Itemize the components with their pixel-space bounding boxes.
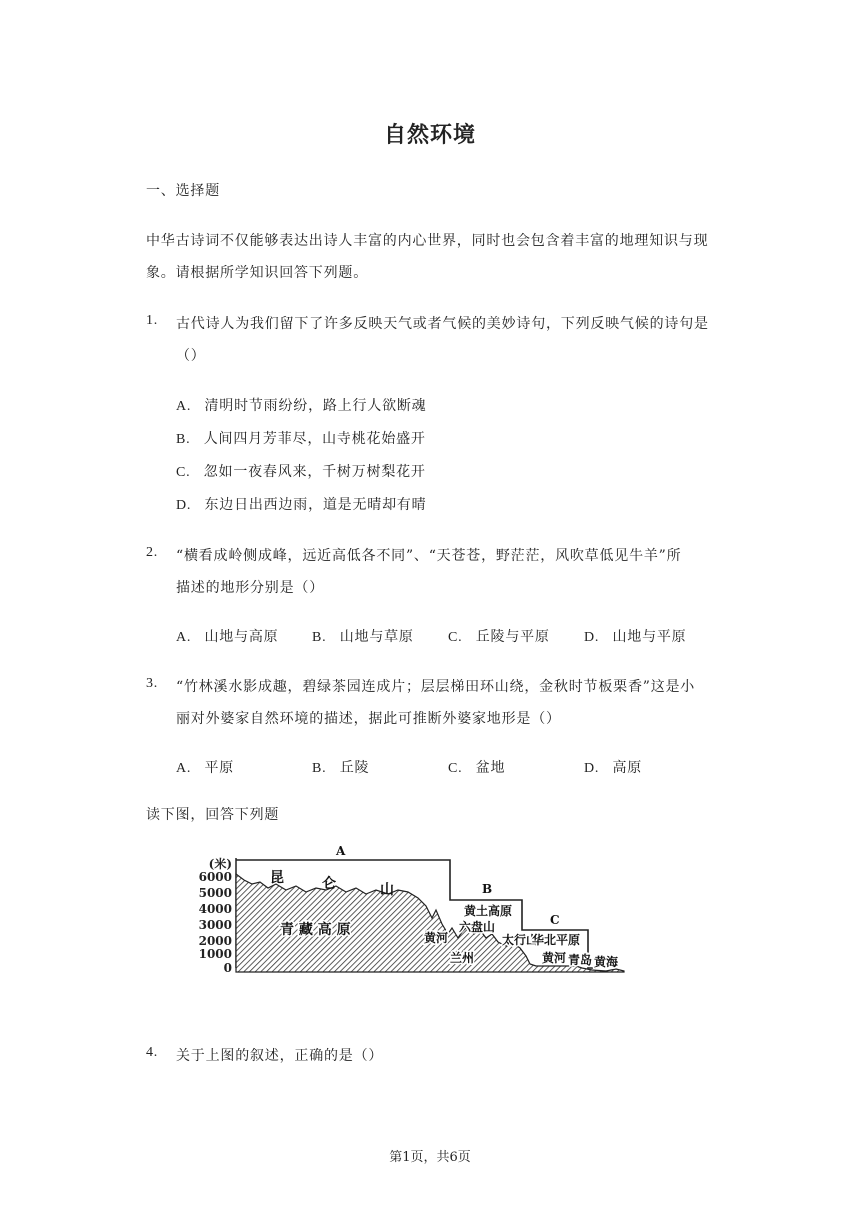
q1-option-c[interactable]	[176, 461, 426, 481]
q2-option-a[interactable]	[176, 626, 278, 646]
q3-number: 3.	[146, 676, 159, 691]
step-label-a: A	[336, 844, 346, 858]
kunlun-char-1: 昆	[270, 870, 284, 886]
read-figure-prompt: 读下图，回答下列题	[146, 807, 280, 823]
q1-stem-line-2: （）	[176, 348, 206, 364]
tick-4000: 4000	[198, 902, 232, 916]
taihang-label: 太行山	[502, 933, 539, 947]
step-label-b: B	[482, 882, 493, 896]
option-letter: D.	[584, 761, 600, 776]
q3-option-c[interactable]	[448, 757, 505, 777]
option-letter: A.	[176, 761, 192, 776]
option-letter: C.	[448, 761, 463, 776]
huanghai-label: 黄海	[594, 955, 619, 969]
option-text: 清明时节雨纷纷，路上行人欲断魂	[204, 398, 427, 414]
page-title: 自然环境	[383, 123, 476, 148]
tick-0: 0	[223, 961, 232, 975]
kunlun-char-2: 仑	[322, 876, 336, 892]
lanzhou-label: 兰州	[450, 951, 475, 965]
q1-option-b[interactable]	[176, 428, 426, 448]
option-letter: B.	[312, 761, 327, 776]
option-text: 丘陵与平原	[475, 629, 550, 645]
option-letter: B.	[312, 630, 327, 645]
option-letter: B.	[176, 432, 191, 447]
qingzang-label: 青 藏 高 原	[280, 922, 351, 938]
page-footer: 第1页，共6页	[389, 1150, 471, 1165]
kunlun-char-3: 山	[380, 882, 394, 898]
q3-option-a[interactable]	[176, 757, 234, 777]
q2-number: 2.	[146, 545, 159, 560]
option-text: 高原	[612, 760, 643, 776]
q2-option-b[interactable]	[312, 626, 414, 646]
option-text: 东边日出西边雨，道是无晴却有晴	[204, 497, 427, 513]
q2-option-c[interactable]	[448, 626, 550, 646]
option-letter: A.	[176, 399, 192, 414]
huabei-label: 华北平原	[532, 933, 581, 947]
huangtu-label: 黄土高原	[464, 904, 513, 918]
option-text: 人间四月芳菲尽，山寺桃花始盛开	[203, 431, 426, 447]
option-text: 山地与平原	[612, 629, 687, 645]
q3-option-d[interactable]	[584, 757, 642, 777]
huanghe-label-1: 黄河	[424, 931, 449, 945]
q3-stem-line-1: “竹林溪水影成趣，碧绿茶园连成片；层层梯田环山绕，金秋时节板栗香”这是小	[176, 679, 696, 695]
section-heading: 一、选择题	[146, 183, 220, 199]
option-text: 忽如一夜春风来，千树万树梨花开	[203, 464, 426, 480]
option-text: 盆地	[475, 760, 506, 776]
huanghe-label-2: 黄河	[542, 951, 567, 965]
q1-option-a[interactable]	[176, 395, 426, 415]
q2-option-d[interactable]	[584, 626, 686, 646]
tick-6000: 6000	[198, 870, 232, 884]
q2-stem-line-1: “横看成岭侧成峰，远近高低各不同”、“天苍苍，野茫茫，风吹草低见牛羊”所	[176, 548, 682, 564]
tick-3000: 3000	[198, 918, 232, 932]
step-label-c: C	[550, 913, 560, 927]
q1-number: 1.	[146, 313, 159, 328]
intro-line-1: 中华古诗词不仅能够表达出诗人丰富的内心世界，同时也会包含着丰富的地理知识与现	[146, 233, 709, 249]
tick-2000: 2000	[198, 934, 232, 948]
q1-stem-line-1: 古代诗人为我们留下了许多反映天气或者气候的美妙诗句，下列反映气候的诗句是	[176, 316, 709, 332]
option-text: 山地与草原	[339, 629, 414, 645]
q4-stem: 关于上图的叙述，正确的是（）	[176, 1048, 384, 1064]
option-text: 平原	[204, 760, 235, 776]
q4-number: 4.	[146, 1045, 159, 1060]
unit-label: (米)	[208, 857, 232, 871]
intro-line-2: 象。请根据所学知识回答下列题。	[146, 265, 368, 281]
option-letter: D.	[176, 498, 192, 513]
option-letter: C.	[448, 630, 463, 645]
liupan-label: 六盘山	[459, 920, 496, 934]
q1-option-d[interactable]	[176, 494, 426, 514]
tick-1000: 1000	[198, 947, 232, 961]
option-text: 丘陵	[339, 760, 370, 776]
q3-stem-line-2: 丽对外婆家自然环境的描述，据此可推断外婆家地形是（）	[176, 711, 561, 727]
option-text: 山地与高原	[204, 629, 279, 645]
option-letter: D.	[584, 630, 600, 645]
option-letter: C.	[176, 465, 191, 480]
terrain-profile-figure	[196, 838, 636, 983]
qingdao-label: 青岛	[568, 953, 593, 967]
option-letter: A.	[176, 630, 192, 645]
tick-5000: 5000	[198, 886, 232, 900]
q3-option-b[interactable]	[312, 757, 369, 777]
q2-stem-line-2: 描述的地形分别是（）	[176, 580, 324, 596]
